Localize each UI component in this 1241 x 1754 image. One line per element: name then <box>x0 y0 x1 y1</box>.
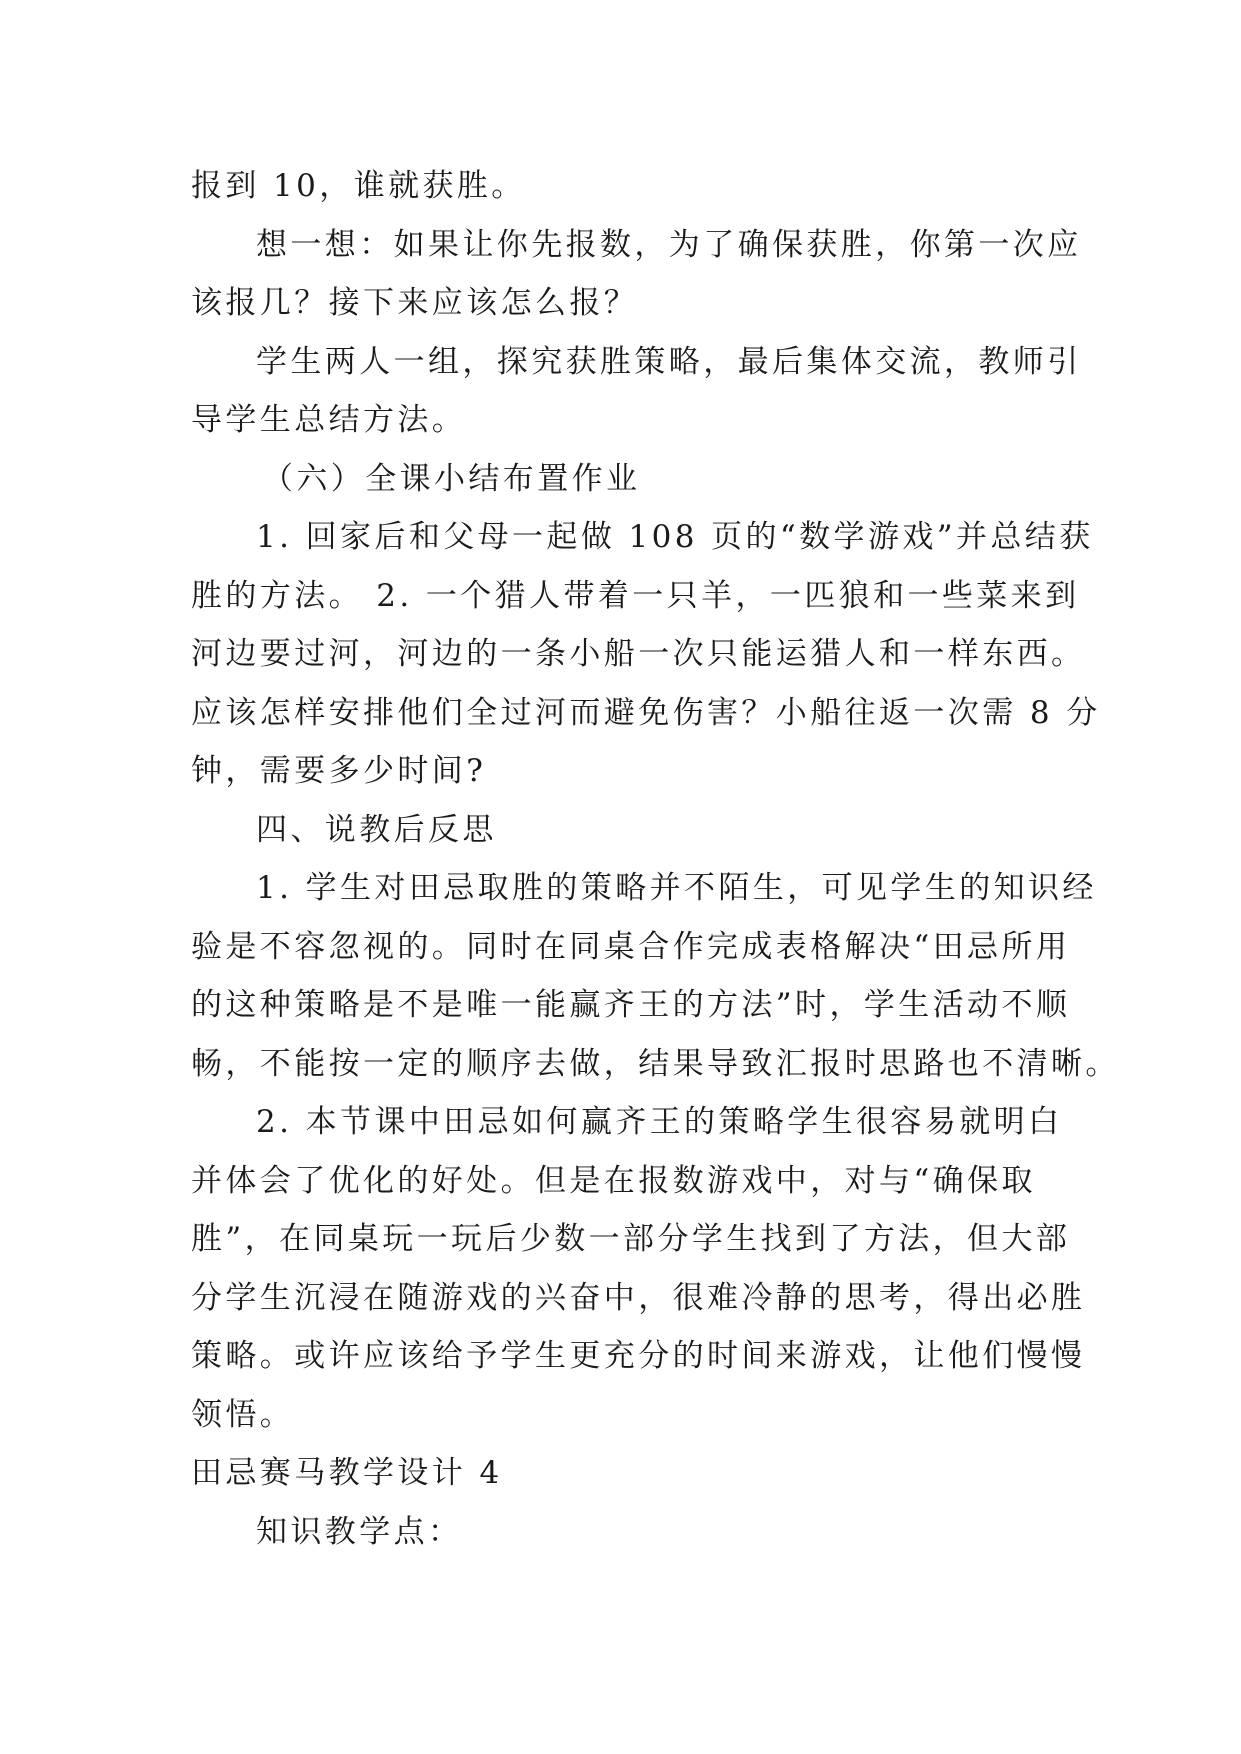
text-line: 并体会了优化的好处。但是在报数游戏中，对与“确保取 <box>191 1163 1036 1199</box>
text-line: 该报几？接下来应该怎么报？ <box>191 285 639 321</box>
text-line: 报到 10，谁就获胜。 <box>191 168 526 204</box>
text-line: 胜”，在同桌玩一玩后少数一部分学生找到了方法，但大部 <box>191 1221 1071 1257</box>
text-line: 学生两人一组，探究获胜策略，最后集体交流，教师引 <box>256 344 1082 380</box>
text-line: 2. 本节课中田忌如何赢齐王的策略学生很容易就明白 <box>256 1104 1063 1140</box>
document-title: 田忌赛马教学设计 4 <box>191 1455 503 1491</box>
text-line: 畅，不能按一定的顺序去做，结果导致汇报时思路也不清晰。 <box>191 1046 1120 1082</box>
text-line: 想一想：如果让你先报数，为了确保获胜，你第一次应 <box>256 227 1082 263</box>
text-line: 策略。或许应该给予学生更充分的时间来游戏，让他们慢慢 <box>191 1338 1086 1374</box>
text-line: 分学生沉浸在随游戏的兴奋中，很难冷静的思考，得出必胜 <box>191 1280 1086 1316</box>
text-line: 1. 学生对田忌取胜的策略并不陌生，可见学生的知识经 <box>256 870 1097 906</box>
text-line: 河边要过河，河边的一条小船一次只能运猎人和一样东西。 <box>191 636 1086 672</box>
text-line: 1. 回家后和父母一起做 108 页的“数学游戏”并总结获 <box>256 519 1094 555</box>
section-heading: （六）全课小结布置作业 <box>262 461 641 497</box>
text-line: 验是不容忽视的。同时在同桌合作完成表格解决“田忌所用 <box>191 929 1071 965</box>
text-line: 的这种策略是不是唯一能赢齐王的方法”时，学生活动不顺 <box>191 987 1071 1023</box>
section-heading: 知识教学点： <box>256 1514 463 1550</box>
section-heading: 四、说教后反思 <box>256 812 497 848</box>
text-line: 应该怎样安排他们全过河而避免伤害？小船往返一次需 8 分 <box>191 695 1101 731</box>
text-line: 胜的方法。 2. 一个猎人带着一只羊，一匹狼和一些菜来到 <box>191 578 1080 614</box>
text-line: 钟，需要多少时间? <box>191 753 487 789</box>
text-line: 导学生总结方法。 <box>191 402 467 438</box>
text-line: 领悟。 <box>191 1397 295 1433</box>
